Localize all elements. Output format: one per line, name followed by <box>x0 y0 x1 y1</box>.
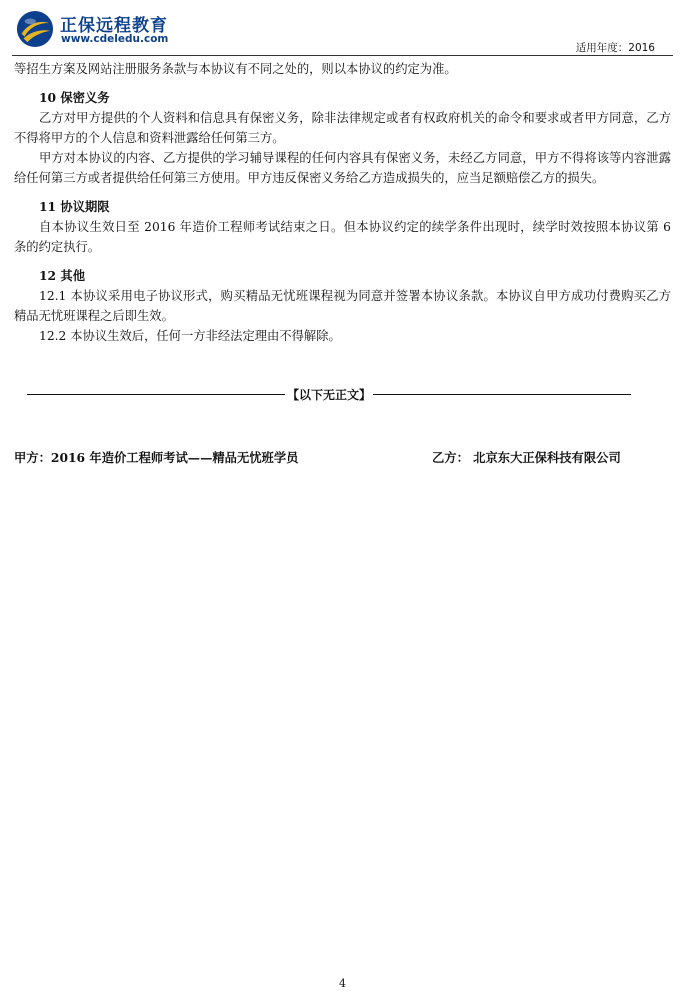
brand-name: 正保远程教育 <box>60 16 168 36</box>
paragraph: 自本协议生效日至 2016 年造价工程师考试结束之日。但本协议约定的续学条件出现时，续学时效按照本协议第 6 条的约定执行。 <box>14 220 671 254</box>
end-of-text-marker <box>27 384 631 404</box>
applicable-year-label: 适用年度：2016 <box>575 42 655 54</box>
intro-paragraph: 等招生方案及网站注册服务条款与本协议有不同之处的，则以本协议的约定为准。 <box>14 62 457 76</box>
page-number: 4 <box>339 977 346 990</box>
section-heading-term: 11 协议期限 <box>39 199 110 214</box>
party-b-signature: 乙方： 北京东大正保科技有限公司 <box>432 450 621 465</box>
globe-logo-icon <box>16 10 54 48</box>
brand-url: www.cdeledu.com <box>61 33 169 45</box>
paragraph: 甲方对本协议的内容、乙方提供的学习辅导课程的任何内容具有保密义务，未经乙方同意，甲方不得将该等内容泄露给任何第三方或者提供给任何第三方使用。甲方违反保密义务给乙方造成损失的，应当足额赔偿乙方的损失。 <box>14 151 671 185</box>
end-of-text-label: 【以下无正文】 <box>287 387 372 402</box>
section-heading-other: 12 其他 <box>39 268 85 283</box>
end-rule-left <box>27 394 285 395</box>
paragraph: 12.2 本协议生效后，任何一方非经法定理由不得解除。 <box>39 329 341 343</box>
section-heading-confidentiality: 10 保密义务 <box>39 90 110 105</box>
paragraph: 12.1 本协议采用电子协议形式，购买精品无忧班课程视为同意并签署本协议条款。本协议自甲方成功付费购买乙方精品无忧班课程之后即生效。 <box>14 289 671 323</box>
party-a-signature: 甲方：2016 年造价工程师考试——精品无忧班学员 <box>14 450 299 465</box>
end-rule-right <box>373 394 631 395</box>
page-header <box>0 0 685 62</box>
agreement-body <box>14 59 671 346</box>
header-divider <box>12 55 673 56</box>
paragraph: 乙方对甲方提供的个人资料和信息具有保密义务，除非法律规定或者有权政府机关的命令和要求或者甲方同意，乙方不得将甲方的个人信息和资料泄露给任何第三方。 <box>14 111 671 145</box>
